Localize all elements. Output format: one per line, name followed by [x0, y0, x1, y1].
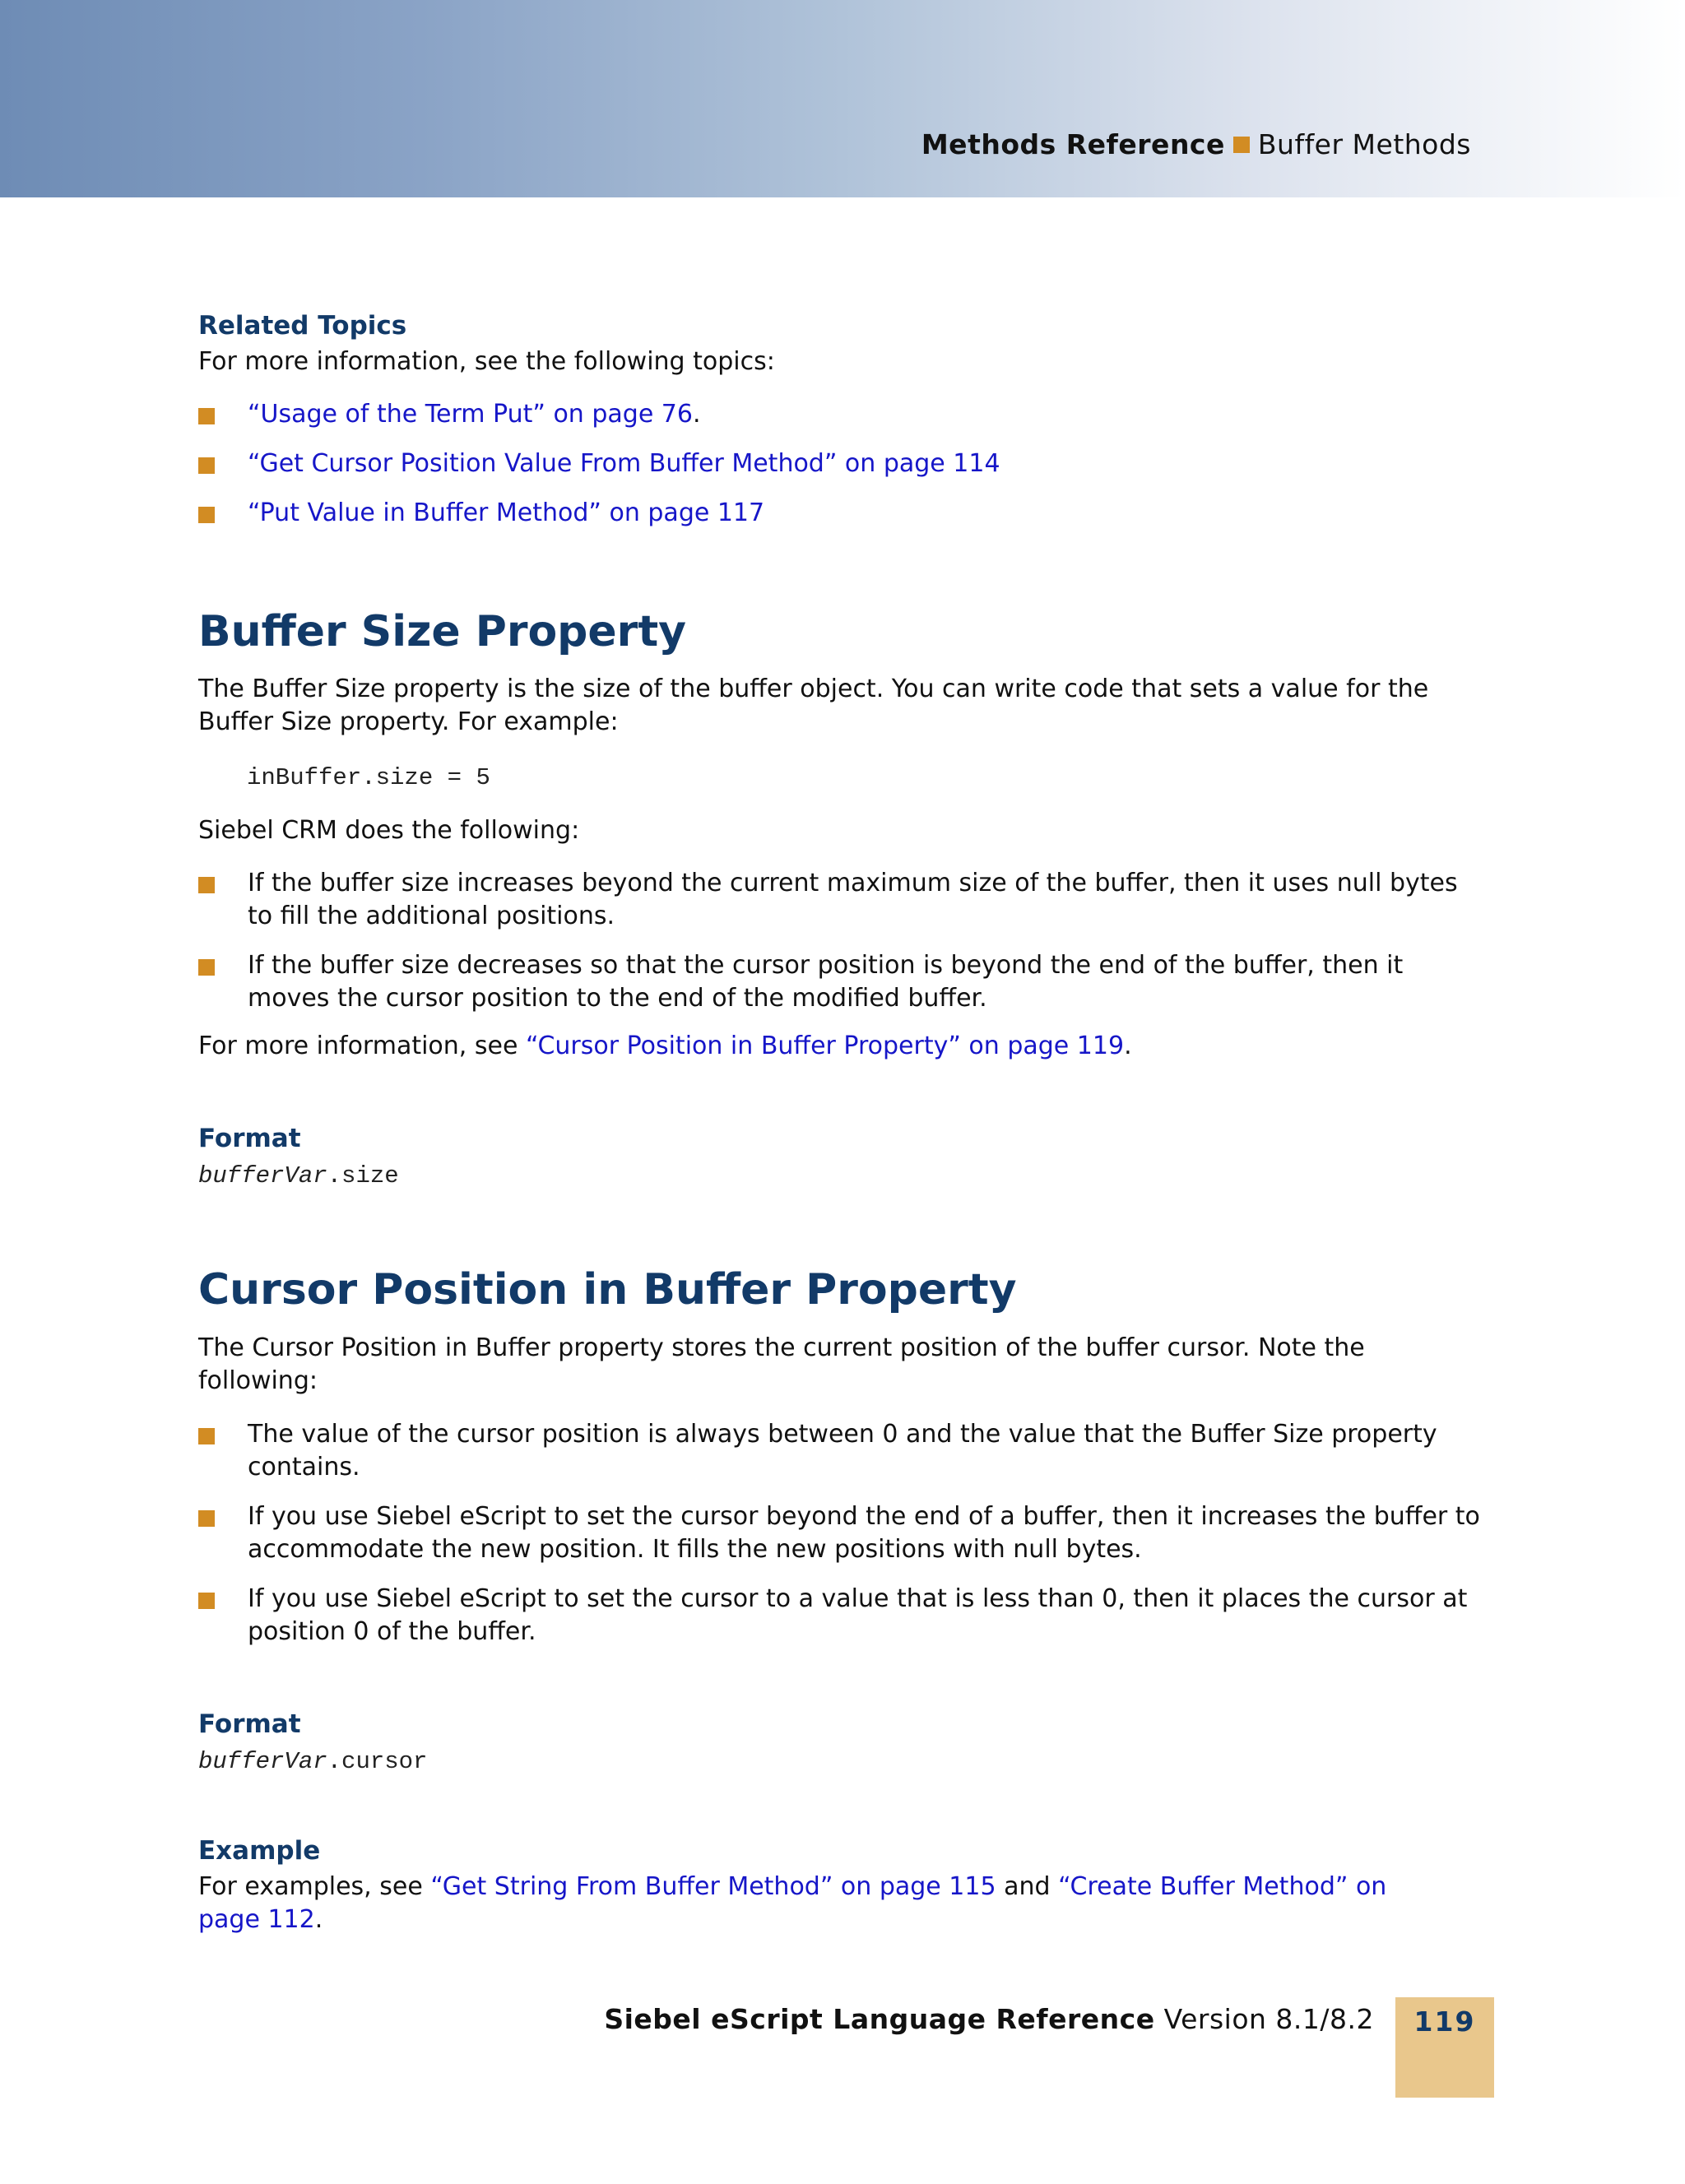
square-bullet-icon	[198, 1593, 215, 1609]
buffer-size-format-heading: Format	[198, 1124, 301, 1153]
square-bullet-icon	[198, 959, 215, 976]
page-number-box	[1395, 1997, 1494, 2098]
related-topics-heading: Related Topics	[198, 311, 407, 341]
list-item	[198, 497, 1482, 530]
list-item: If you use Siebel eScript to set the cursor beyond the end of a buffer, then it increases the buffer to accommodate the new position. It fills the new positions with null bytes.	[198, 1500, 1482, 1566]
footer-book-title: Siebel eScript Language Reference	[604, 2003, 1155, 2035]
square-bullet-icon	[198, 408, 215, 424]
header-section: Methods Reference	[921, 128, 1225, 160]
list-item: If the buffer size decreases so that the cursor position is beyond the end of the buffer, then it moves the cursor position to the end of the modified buffer.	[198, 949, 1482, 1015]
cursor-position-paragraph: The Cursor Position in Buffer property stores the current position of the buffer cursor. Note the following:	[198, 1333, 1365, 1395]
related-link-put-value[interactable]: “Put Value in Buffer Method” on page 117	[248, 498, 765, 527]
square-bullet-icon	[198, 877, 215, 893]
list-item: The value of the cursor position is always between 0 and the value that the Buffer Size property contains.	[198, 1418, 1482, 1484]
cursor-position-format-heading: Format	[198, 1709, 301, 1739]
list-item: If the buffer size increases beyond the current maximum size of the buffer, then it uses null bytes to fill the additional positions.	[198, 867, 1482, 933]
running-header	[921, 128, 1471, 160]
get-string-link[interactable]: “Get String From Buffer Method” on page 115	[430, 1872, 996, 1901]
list-item: If you use Siebel eScript to set the cursor to a value that is less than 0, then it places the cursor at position 0 of the buffer.	[198, 1583, 1482, 1648]
list-item: “Usage of the Term Put” on page 76.	[198, 398, 1482, 431]
buffer-size-more-info: For more information, see “Cursor Position in Buffer Property” on page 119.	[198, 1032, 1132, 1060]
header-band	[0, 0, 1685, 197]
list-item	[198, 447, 1482, 480]
square-bullet-icon	[198, 1510, 215, 1527]
cursor-position-link[interactable]: “Cursor Position in Buffer Property” on page 119	[525, 1032, 1125, 1060]
square-bullet-icon	[198, 457, 215, 474]
buffer-size-lead: Siebel CRM does the following:	[198, 816, 580, 845]
create-buffer-link[interactable]: “Create Buffer Method” on page 112	[198, 1872, 1387, 1934]
buffer-size-paragraph: The Buffer Size property is the size of the buffer object. You can write code that sets a value for the Buffer Size property. For example:	[198, 675, 1429, 736]
footer-version: Version 8.1/8.2	[1163, 2003, 1374, 2035]
cursor-position-format-code: bufferVar.cursor	[198, 1748, 428, 1775]
header-subsection: Buffer Methods	[1257, 128, 1471, 160]
related-link-get-cursor[interactable]: “Get Cursor Position Value From Buffer Method” on page 114	[248, 449, 1000, 478]
page-number: 119	[1413, 2005, 1476, 2038]
cursor-position-title: Cursor Position in Buffer Property	[198, 1265, 1017, 1315]
cursor-position-example-heading: Example	[198, 1836, 321, 1866]
cursor-position-example-text: For examples, see “Get String From Buffer Method” on page 115 and “Create Buffer Method” on page 112.	[198, 1872, 1387, 1934]
square-bullet-icon	[198, 507, 215, 523]
running-footer	[604, 2003, 1374, 2035]
buffer-size-title: Buffer Size Property	[198, 607, 687, 656]
related-topics-intro: For more information, see the following topics:	[198, 347, 775, 376]
square-bullet-icon	[1233, 137, 1250, 153]
related-link-usage[interactable]: “Usage of the Term Put” on page 76	[248, 400, 693, 429]
buffer-size-format-code: bufferVar.size	[198, 1162, 399, 1189]
buffer-size-code: inBuffer.size = 5	[247, 764, 490, 791]
square-bullet-icon	[198, 1428, 215, 1444]
